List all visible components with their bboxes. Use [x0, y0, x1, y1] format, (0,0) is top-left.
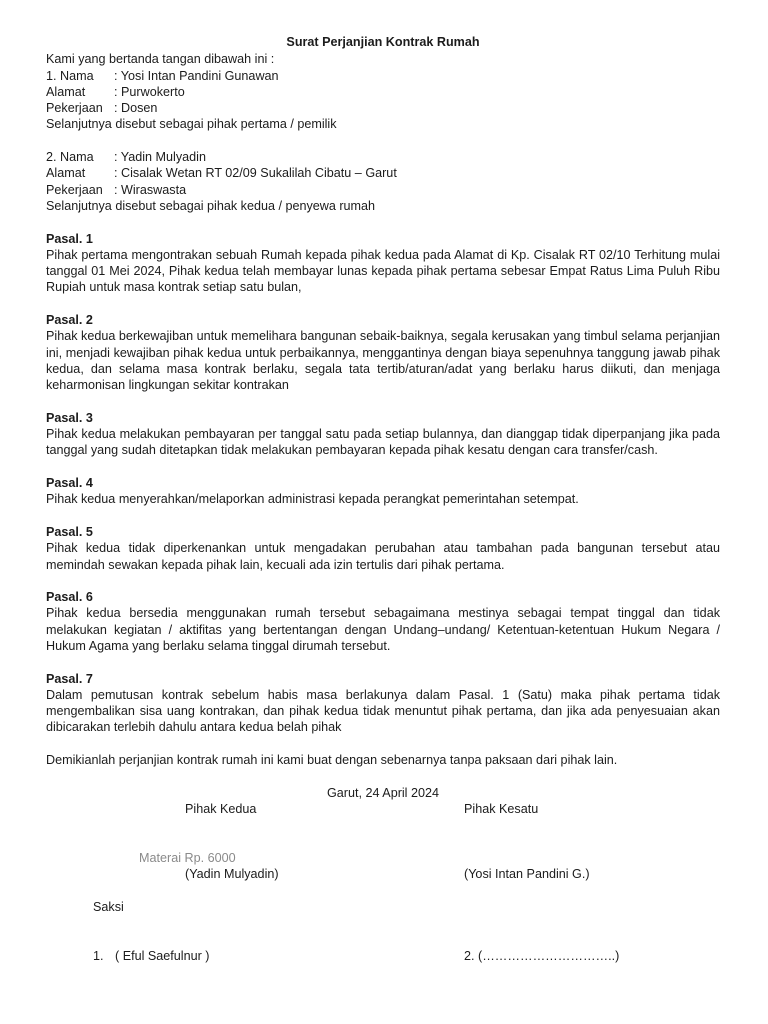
party1-name: : Yosi Intan Pandini Gunawan	[114, 68, 279, 83]
party1-address-label: Alamat	[46, 84, 86, 99]
party2-address-label: Alamat	[46, 166, 86, 181]
party2-address-row	[46, 165, 720, 181]
pasal-6-heading: Pasal. 6	[46, 590, 93, 605]
pasal-1-text: Pihak pertama mengontrakan sebuah Rumah kepada pihak kedua pada Alamat di Kp. Cisalak RT 02/10 Terhitung mulai tanggal 01 Mei 2024, Pihak kedua telah membayar lunas kepada pihak pertama sebesar Empat Ratus Lima Puluh Ribu Rupiah untuk masa kontrak setiap satu bulan,	[46, 247, 720, 295]
witness-2-blank: 2. (…………………………..)	[464, 948, 620, 963]
pasal-3-heading: Pasal. 3	[46, 410, 93, 425]
right-signatory-name: (Yosi Intan Pandini G.)	[464, 867, 590, 882]
witness-1-number: 1.	[93, 948, 104, 963]
pasal-2-text: Pihak kedua berkewajiban untuk memelihara bangunan sebaik-baiknya, segala kerusakan yang timbul selama perjanjian ini, menjadi kewajiban pihak kedua untuk perbaikannya, menggantinya dengan biaya sepenuhnya tanggung jawab pihak kedua, dan selama masa kontrak berlaku, segala tata tertib/aturan/adat yang berlaku harus diikuti, dan menjaga keharmonisan lingkungan sekitar kontrakan	[46, 329, 720, 393]
materai-stamp-text: Materai Rp. 6000	[139, 850, 236, 865]
pasal-4-heading: Pasal. 4	[46, 476, 93, 491]
pasal-7-heading: Pasal. 7	[46, 671, 93, 686]
pasal-3-text: Pihak kedua melakukan pembayaran per tanggal satu pada setiap bulannya, dan dianggap tidak diperpanjang jika pada tanggal yang sudah ditetapkan tidak melakukan pembayaran kepada pihak kesatu dengan cara transfer/cash.	[46, 427, 720, 458]
party2-address: : Cisalak Wetan RT 02/09 Sukalilah Cibatu – Garut	[114, 166, 397, 181]
pasal-4-text: Pihak kedua menyerahkan/melaporkan administrasi kepada perangkat pemerintahan setempat.	[46, 492, 579, 507]
witness-label-row	[46, 899, 720, 915]
witness-1-name: ( Eful Saefulnur )	[115, 948, 210, 963]
left-signatory-name: (Yadin Mulyadin)	[185, 867, 279, 882]
party2-role: Selanjutnya disebut sebagai pihak kedua / penyewa rumah	[46, 198, 376, 213]
signature-names-row	[46, 866, 720, 882]
party2-name: : Yadin Mulyadin	[114, 150, 206, 165]
witness-label: Saksi	[93, 899, 124, 914]
party1-name-label: 1. Nama	[46, 68, 94, 83]
party2-name-label: 2. Nama	[46, 150, 94, 165]
left-signatory-label: Pihak Kedua	[185, 801, 257, 816]
party2-job-row	[46, 182, 720, 198]
pasal-5-text: Pihak kedua tidak diperkenankan untuk mengadakan perubahan atau tambahan pada bangunan tersebut atau memindah sewakan kepada pihak lain, kecuali ada izin tertulis dari pihak pertama.	[46, 541, 720, 572]
intro-text: Kami yang bertanda tangan dibawah ini :	[46, 52, 275, 67]
pasal-6-text: Pihak kedua bersedia menggunakan rumah tersebut sebagaimana mestinya sebagai tempat tinggal dan tidak melakukan kegiatan / aktifitas yang bertentangan dengan Undang–undang/ Ketentuan-ketentuan Hukum Negara / Hukum Agama yang berlaku selama tinggal dirumah tersebut.	[46, 606, 720, 653]
pasal-2-heading: Pasal. 2	[46, 313, 93, 328]
party1-job-row	[46, 100, 720, 116]
witness-names-row	[46, 948, 720, 964]
pasal-5-heading: Pasal. 5	[46, 524, 93, 539]
party2-job-label: Pekerjaan	[46, 182, 103, 197]
closing-statement: Demikianlah perjanjian kontrak rumah ini kami buat dengan sebenarnya tanpa paksaan dari pihak lain.	[46, 753, 618, 768]
party1-role: Selanjutnya disebut sebagai pihak pertama / pemilik	[46, 117, 337, 132]
party2-job: : Wiraswasta	[114, 182, 187, 197]
document-title: Surat Perjanjian Kontrak Rumah	[286, 35, 480, 49]
pasal-7-text: Dalam pemutusan kontrak sebelum habis masa berlakunya dalam Pasal. 1 (Satu) maka pihak pertama tidak mengembalikan sisa uang kontrakan, dan pihak kedua tidak menuntut pihak pertama, dan jika ada penyesuaian akan dibicarakan terlebih dahulu antara kedua belah pihak	[46, 687, 720, 735]
party1-address: : Purwokerto	[114, 84, 185, 99]
party1-job: : Dosen	[114, 101, 158, 116]
place-date: Garut, 24 April 2024	[326, 785, 439, 800]
party2-name-row	[46, 149, 720, 165]
party1-name-row	[46, 68, 720, 84]
party1-address-row	[46, 84, 720, 100]
party1-job-label: Pekerjaan	[46, 101, 103, 116]
right-signatory-label: Pihak Kesatu	[464, 801, 539, 816]
signature-labels-row	[46, 801, 720, 817]
pasal-1-heading: Pasal. 1	[46, 231, 93, 246]
materai-row	[46, 850, 720, 866]
